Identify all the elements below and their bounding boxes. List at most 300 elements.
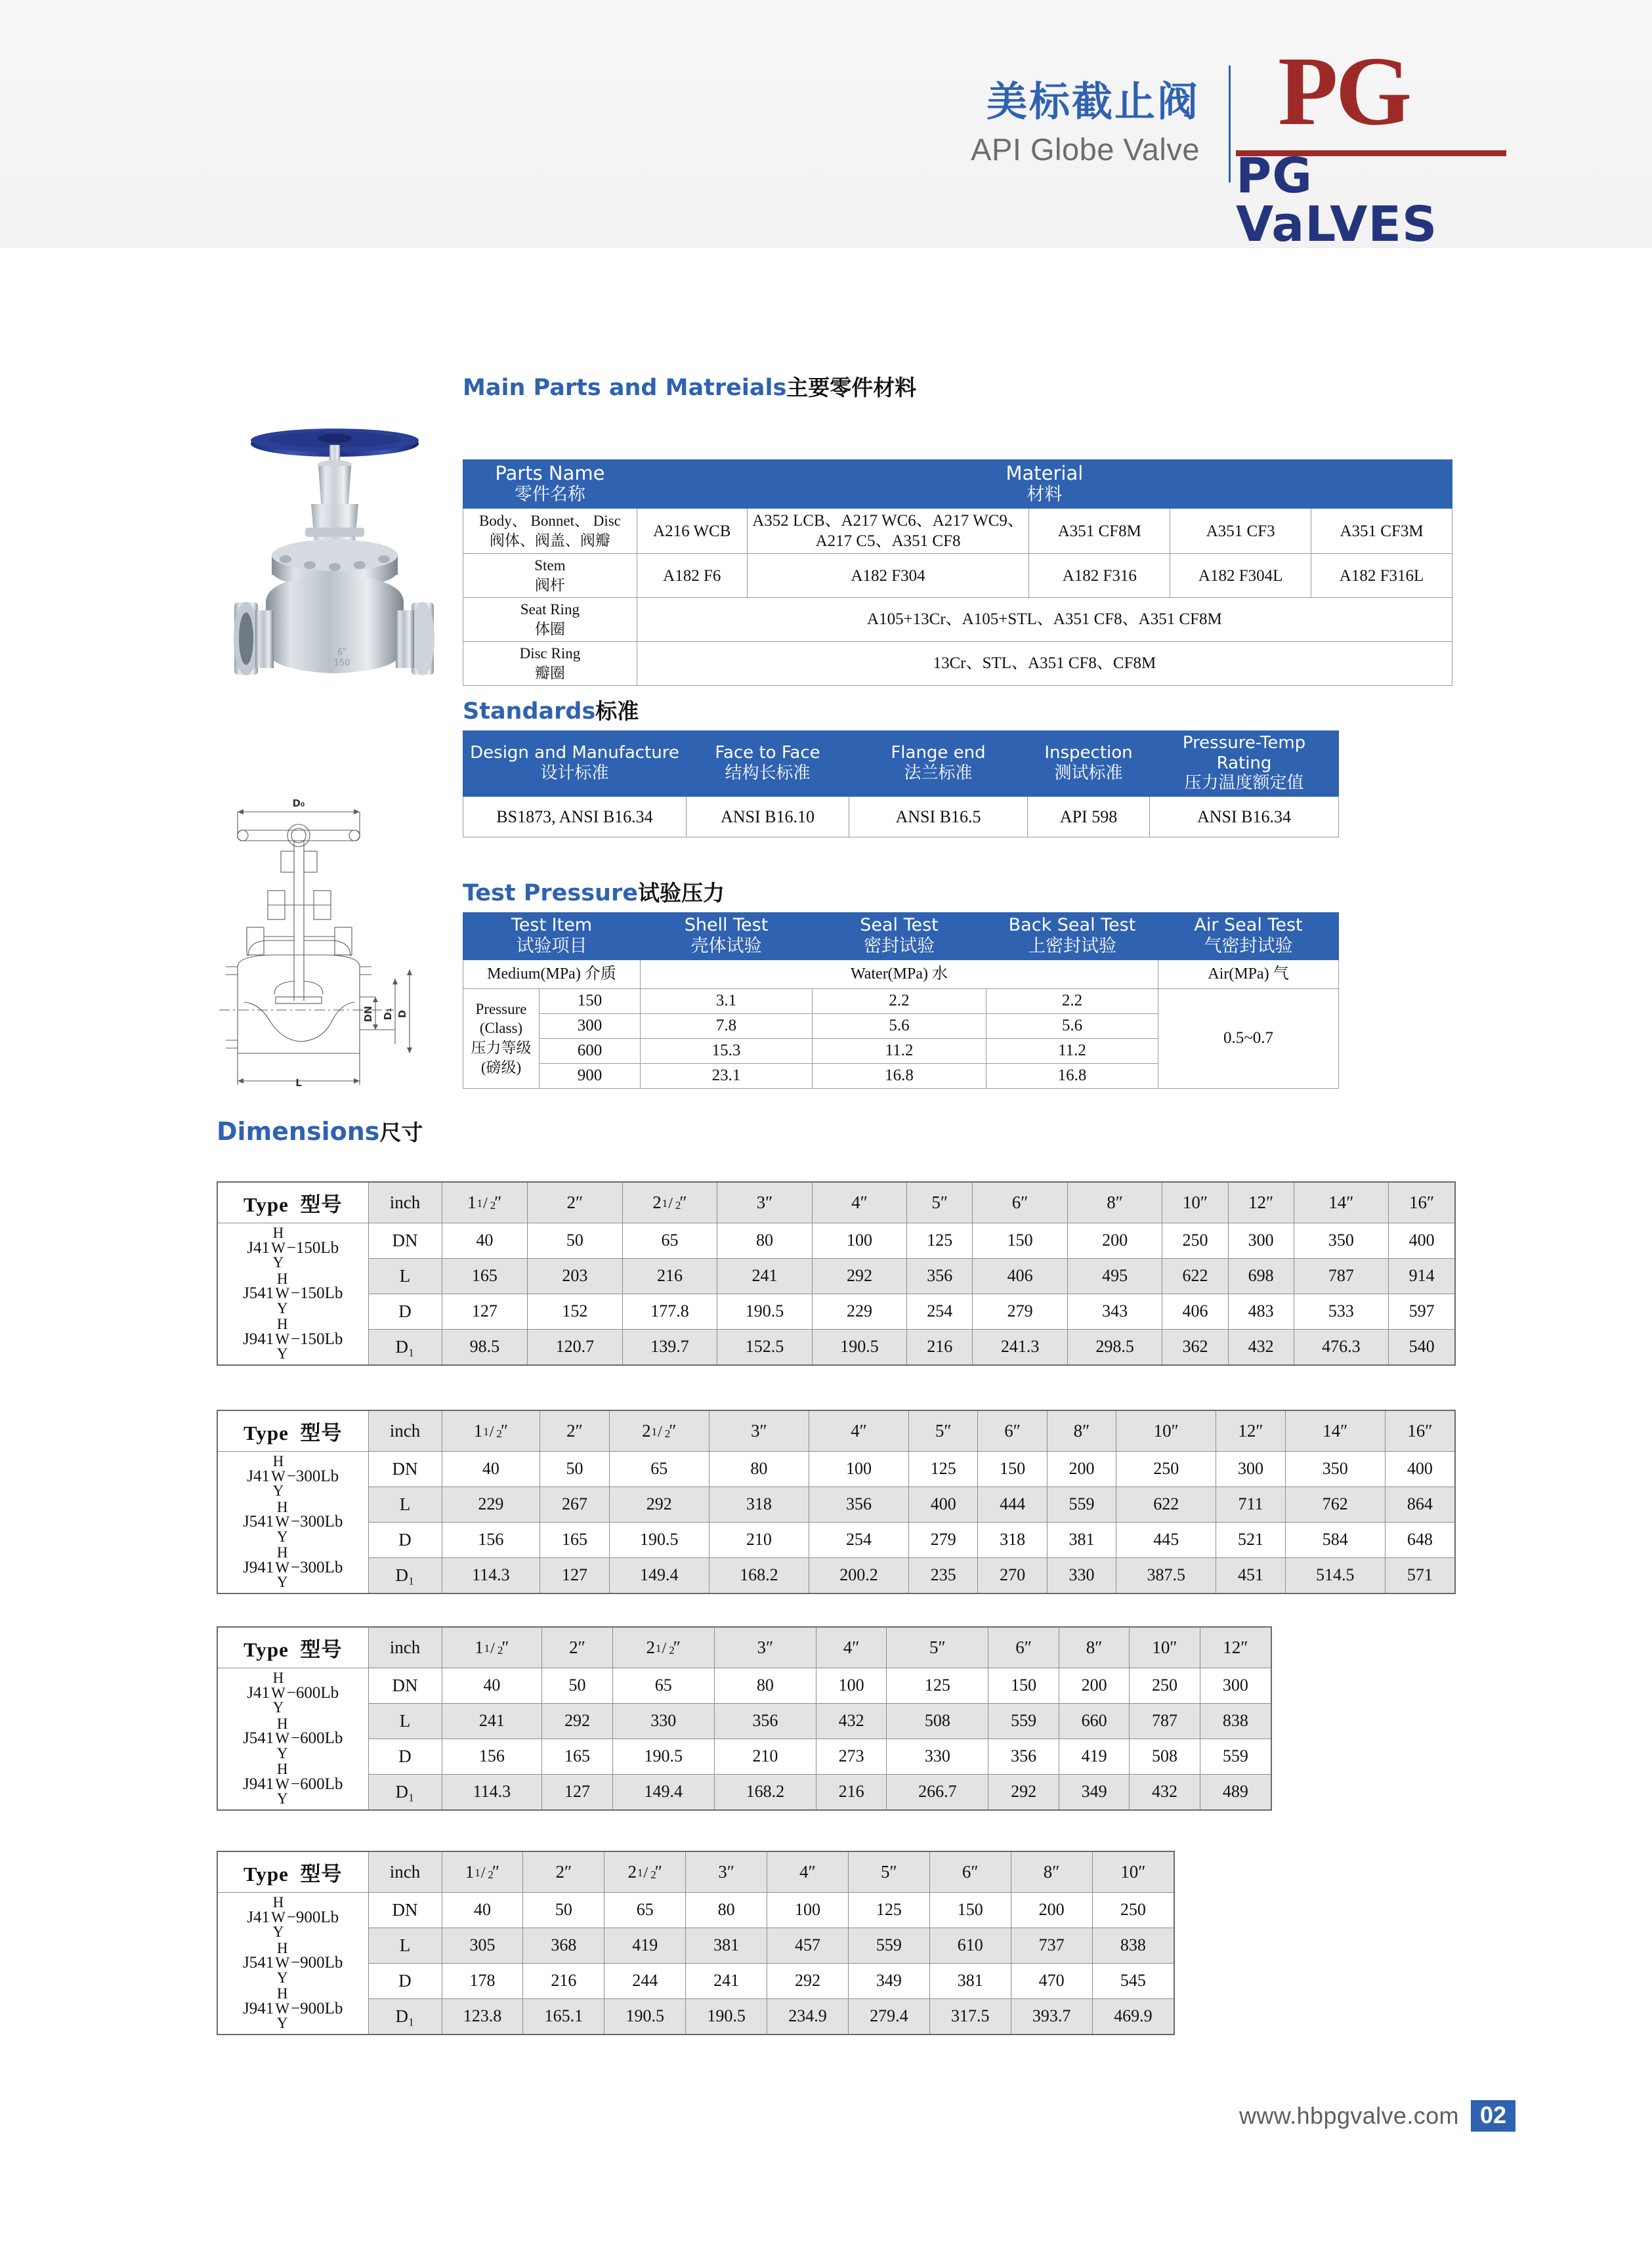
type-header: Type 型号 <box>217 1851 368 1893</box>
cell: 127 <box>542 1774 612 1810</box>
class-600: 600 <box>540 1038 641 1063</box>
cell: 178 <box>442 1963 523 1998</box>
cell: 125 <box>848 1893 929 1928</box>
size-header-8: 10″ <box>1130 1627 1200 1668</box>
row-label-D: D <box>368 1522 442 1557</box>
cell: 250 <box>1130 1668 1200 1704</box>
table-row <box>217 1557 1455 1593</box>
cell: 210 <box>714 1739 816 1774</box>
cell-seat-ring: A105+13Cr、A105+STL、A351 CF8、A351 CF8M <box>637 597 1452 641</box>
pg-valves-logo <box>1231 37 1513 253</box>
cell: 400 <box>909 1487 978 1522</box>
table-header-row <box>463 731 1339 797</box>
cell-stem-3: A182 F316 <box>1029 554 1170 598</box>
table-row <box>217 1668 1271 1704</box>
cell: 40 <box>442 1668 542 1704</box>
drawing-label-dn: DN <box>362 1005 374 1023</box>
size-header-2: 2 1 / 2 ″ <box>622 1182 717 1223</box>
cell: 305 <box>442 1928 523 1963</box>
cell-body-1: A216 WCB <box>637 509 747 554</box>
cell: 50 <box>542 1668 612 1704</box>
seal-300: 5.6 <box>813 1013 986 1038</box>
cell: 711 <box>1216 1487 1285 1522</box>
cell: 584 <box>1285 1522 1385 1557</box>
cell: 489 <box>1200 1774 1271 1810</box>
col-parts-name: Parts Name 零件名称 <box>463 460 637 509</box>
table-row <box>217 1774 1271 1810</box>
cell: 419 <box>604 1928 686 1963</box>
cell: 125 <box>909 1452 978 1487</box>
cell: 114.3 <box>442 1557 540 1593</box>
cell: 150 <box>973 1223 1068 1259</box>
row-label-D: D₁ <box>368 1774 442 1810</box>
cell: 787 <box>1294 1258 1389 1294</box>
main-parts-materials-table <box>463 459 1452 686</box>
cell: 864 <box>1385 1487 1455 1522</box>
cell: 50 <box>540 1452 609 1487</box>
table-row <box>217 1452 1455 1487</box>
table-row <box>463 509 1452 554</box>
unit-header: inch <box>368 1410 442 1452</box>
size-header-5: 5″ <box>909 1410 978 1452</box>
cell: 279 <box>973 1294 1068 1329</box>
class-150: 150 <box>540 988 641 1013</box>
row-label-D: D₁ <box>368 1329 442 1365</box>
cell: 139.7 <box>622 1329 717 1365</box>
table-row <box>217 1487 1455 1522</box>
standards-heading-cn: 标准 <box>595 698 639 724</box>
cell: 457 <box>767 1928 849 1963</box>
backseal-600: 11.2 <box>986 1038 1158 1063</box>
row-label-DN: DN <box>368 1893 442 1928</box>
cell: 241 <box>442 1703 542 1739</box>
section-heading-dimensions <box>217 1116 423 1147</box>
col-flange-end: Flange end 法兰标准 <box>849 731 1028 797</box>
cell: 80 <box>714 1668 816 1704</box>
cell: 292 <box>767 1963 849 1998</box>
cell: 350 <box>1294 1223 1389 1259</box>
cell: 100 <box>816 1668 886 1704</box>
cell: 298.5 <box>1067 1329 1162 1365</box>
row-label-D: D₁ <box>368 1557 442 1593</box>
logo-pg-mark: PG <box>1278 37 1410 146</box>
cell: 190.5 <box>717 1294 813 1329</box>
size-header-9: 12″ <box>1200 1627 1271 1668</box>
cell: 156 <box>442 1522 540 1557</box>
cell: 165 <box>442 1258 528 1294</box>
cell: 127 <box>442 1294 528 1329</box>
size-header-1: 2″ <box>528 1182 623 1223</box>
cell: 432 <box>1228 1329 1294 1365</box>
cell: 610 <box>929 1928 1011 1963</box>
cell: 318 <box>709 1487 809 1522</box>
cell: 559 <box>988 1703 1059 1739</box>
col-test-item: Test Item 试验项目 <box>463 913 641 960</box>
cell: 330 <box>1047 1557 1116 1593</box>
cell: 330 <box>887 1739 988 1774</box>
page-number-badge: 02 <box>1471 2100 1515 2132</box>
cell: 445 <box>1116 1522 1216 1557</box>
cell: 508 <box>1130 1739 1200 1774</box>
cell: 165 <box>540 1522 609 1557</box>
cell: 266.7 <box>887 1774 988 1810</box>
cell: 203 <box>528 1258 623 1294</box>
size-header-3: 3″ <box>709 1410 809 1452</box>
test-heading-cn: 试验压力 <box>637 880 725 906</box>
cell: 114.3 <box>442 1774 542 1810</box>
cell: 98.5 <box>442 1329 528 1365</box>
cell: 406 <box>1162 1294 1228 1329</box>
cell: 495 <box>1067 1258 1162 1294</box>
type-model-cell: J41 H W Y −600Lb J541 H W Y −600Lb J941 H W Y −600Lb <box>217 1668 368 1810</box>
col-seal-test: Seal Test 密封试验 <box>813 913 986 960</box>
unit-header: inch <box>368 1182 442 1223</box>
logo-wordmark: PG VaLVES <box>1236 148 1438 253</box>
standards-heading-en: Standards <box>463 698 596 725</box>
cell: 125 <box>887 1668 988 1704</box>
cell: 349 <box>1059 1774 1129 1810</box>
cell: 559 <box>848 1928 929 1963</box>
cell: 235 <box>909 1557 978 1593</box>
row-label-L: L <box>368 1487 442 1522</box>
cell-stem-1: A182 F6 <box>637 554 747 598</box>
cell: 65 <box>609 1452 709 1487</box>
cell: 190.5 <box>612 1739 714 1774</box>
cell: 80 <box>709 1452 809 1487</box>
cell: 737 <box>1011 1928 1092 1963</box>
row-label-D: D <box>368 1963 442 1998</box>
page-title-en: API Globe Valve <box>971 132 1200 167</box>
drawing-label-d1: D₁ <box>382 1007 394 1021</box>
cell-disc-ring: 13Cr、STL、A351 CF8、CF8M <box>637 641 1452 685</box>
part-name-seat-ring: Seat Ring 体圈 <box>463 597 637 641</box>
cell: 317.5 <box>929 1998 1011 2035</box>
cell-body-4: A351 CF3 <box>1170 509 1311 554</box>
size-header-7: 8″ <box>1067 1182 1162 1223</box>
size-header-2: 2 1 / 2 ″ <box>604 1851 686 1893</box>
globe-valve-photo <box>226 406 443 688</box>
cell: 254 <box>907 1294 973 1329</box>
table-header-row <box>463 913 1339 960</box>
type-header: Type 型号 <box>217 1182 368 1223</box>
cell: 514.5 <box>1285 1557 1385 1593</box>
cell: 350 <box>1285 1452 1385 1487</box>
globe-valve-section-drawing <box>197 778 459 1103</box>
size-header-6: 6″ <box>973 1182 1068 1223</box>
cell: 100 <box>809 1452 908 1487</box>
cell: 200 <box>1059 1668 1129 1704</box>
table-row <box>217 1294 1455 1329</box>
cell: 300 <box>1216 1452 1285 1487</box>
cell: 273 <box>816 1739 886 1774</box>
cell: 100 <box>767 1893 849 1928</box>
cell: 156 <box>442 1739 542 1774</box>
cell: 597 <box>1389 1294 1455 1329</box>
table-header-row <box>217 1182 1455 1223</box>
size-header-6: 6″ <box>978 1410 1047 1452</box>
section-heading-parts <box>463 371 916 402</box>
cell: 762 <box>1285 1487 1385 1522</box>
cell: 349 <box>848 1963 929 1998</box>
cell: 387.5 <box>1116 1557 1216 1593</box>
cell: 150 <box>929 1893 1011 1928</box>
shell-300: 7.8 <box>641 1013 813 1038</box>
size-header-7: 8″ <box>1047 1410 1116 1452</box>
medium-air: Air(MPa) 气 <box>1158 960 1339 988</box>
table-header-row <box>217 1410 1455 1452</box>
cell-stem-4: A182 F304L <box>1170 554 1311 598</box>
cell: 270 <box>978 1557 1047 1593</box>
cell: 190.5 <box>609 1522 709 1557</box>
cell: 914 <box>1389 1258 1455 1294</box>
cell: 40 <box>442 1452 540 1487</box>
dimensions-table-900Lb <box>217 1851 1175 2035</box>
cell: 356 <box>988 1739 1059 1774</box>
size-header-0: 1 1 / 2 ″ <box>442 1627 542 1668</box>
dimensions-table-300Lb <box>217 1410 1456 1594</box>
cell: 216 <box>907 1329 973 1365</box>
cell: 168.2 <box>709 1557 809 1593</box>
cell: 241 <box>686 1963 767 1998</box>
cell: 250 <box>1162 1223 1228 1259</box>
seal-900: 16.8 <box>813 1063 986 1088</box>
size-header-4: 4″ <box>767 1851 849 1893</box>
cell: 622 <box>1162 1258 1228 1294</box>
size-header-0: 1 1 / 2 ″ <box>442 1182 528 1223</box>
cell: 400 <box>1385 1452 1455 1487</box>
type-model-cell: J41 H W Y −900Lb J541 H W Y −900Lb J941 H W Y −900Lb <box>217 1893 368 2035</box>
cell: 362 <box>1162 1329 1228 1365</box>
cell: 80 <box>717 1223 813 1259</box>
cell: 381 <box>1047 1522 1116 1557</box>
cell: 216 <box>816 1774 886 1810</box>
cell: 559 <box>1047 1487 1116 1522</box>
type-header: Type 型号 <box>217 1627 368 1668</box>
header-title-block <box>971 79 1229 170</box>
size-header-5: 5″ <box>907 1182 973 1223</box>
svg-text:6": 6" <box>337 648 347 658</box>
svg-text:150: 150 <box>333 658 350 668</box>
cell: 451 <box>1216 1557 1285 1593</box>
cell: 229 <box>812 1294 907 1329</box>
cell: 279.4 <box>848 1998 929 2035</box>
cell: 50 <box>528 1223 623 1259</box>
shell-900: 23.1 <box>641 1063 813 1088</box>
row-label-DN: DN <box>368 1668 442 1704</box>
table-header-row <box>217 1851 1174 1893</box>
section-heading-standards <box>463 694 639 725</box>
cell: 470 <box>1011 1963 1092 1998</box>
col-back-seal-test: Back Seal Test 上密封试验 <box>986 913 1158 960</box>
cell: 200 <box>1067 1223 1162 1259</box>
cell: 381 <box>929 1963 1011 1998</box>
cell: 65 <box>604 1893 686 1928</box>
cell: 483 <box>1228 1294 1294 1329</box>
cell: 343 <box>1067 1294 1162 1329</box>
size-header-6: 6″ <box>929 1851 1011 1893</box>
table-row <box>463 597 1452 641</box>
std-value-face-to-face: ANSI B16.10 <box>687 797 849 837</box>
size-header-10: 14″ <box>1294 1182 1389 1223</box>
cell: 165 <box>542 1739 612 1774</box>
part-name-disc-ring: Disc Ring 瓣圈 <box>463 641 637 685</box>
size-header-5: 5″ <box>887 1627 988 1668</box>
cell: 476.3 <box>1294 1329 1389 1365</box>
table-row <box>217 1258 1455 1294</box>
class-300: 300 <box>540 1013 641 1038</box>
footer-website-url[interactable]: www.hbpgvalve.com <box>1239 2102 1459 2129</box>
size-header-6: 6″ <box>988 1627 1059 1668</box>
cell: 267 <box>540 1487 609 1522</box>
pressure-class-label: Pressure (Class) 压力等级 (磅级) <box>463 988 540 1088</box>
size-header-0: 1 1 / 2 ″ <box>442 1851 523 1893</box>
cell: 65 <box>612 1668 714 1704</box>
cell: 393.7 <box>1011 1998 1092 2035</box>
cell: 559 <box>1200 1739 1271 1774</box>
backseal-900: 16.8 <box>986 1063 1158 1088</box>
cell: 508 <box>887 1703 988 1739</box>
test-pressure-table <box>463 912 1339 1089</box>
cell: 292 <box>988 1774 1059 1810</box>
size-header-2: 2 1 / 2 ″ <box>609 1410 709 1452</box>
size-header-8: 10″ <box>1092 1851 1174 1893</box>
cell: 838 <box>1200 1703 1271 1739</box>
cell: 318 <box>978 1522 1047 1557</box>
unit-header: inch <box>368 1851 442 1893</box>
row-label-L: L <box>368 1928 442 1963</box>
backseal-150: 2.2 <box>986 988 1158 1013</box>
size-header-3: 3″ <box>686 1851 767 1893</box>
test-heading-en: Test Pressure <box>463 880 638 906</box>
cell: 356 <box>809 1487 908 1522</box>
table-header-row <box>463 460 1452 509</box>
drawing-label-d: D <box>396 1009 408 1019</box>
cell: 648 <box>1385 1522 1455 1557</box>
row-label-DN: DN <box>368 1223 442 1259</box>
cell: 300 <box>1200 1668 1271 1704</box>
standards-table <box>463 730 1339 837</box>
dimensions-table-150Lb <box>217 1181 1456 1366</box>
row-label-D: D <box>368 1294 442 1329</box>
std-value-pressure-temp: ANSI B16.34 <box>1150 797 1339 837</box>
size-header-1: 2″ <box>523 1851 604 1893</box>
col-material: Material 材料 <box>637 460 1452 509</box>
parts-heading-en: Main Parts and Matreials <box>463 375 787 401</box>
size-header-5: 5″ <box>848 1851 929 1893</box>
cell: 125 <box>907 1223 973 1259</box>
header-content <box>971 0 1513 253</box>
shell-150: 3.1 <box>641 988 813 1013</box>
cell-stem-5: A182 F316L <box>1311 554 1452 598</box>
row-label-L: L <box>368 1703 442 1739</box>
cell: 540 <box>1389 1329 1455 1365</box>
cell: 406 <box>973 1258 1068 1294</box>
row-label-DN: DN <box>368 1452 442 1487</box>
seal-150: 2.2 <box>813 988 986 1013</box>
size-header-9: 12″ <box>1228 1182 1294 1223</box>
cell-body-3: A351 CF8M <box>1029 509 1170 554</box>
cell: 152 <box>528 1294 623 1329</box>
cell: 165.1 <box>523 1998 604 2035</box>
cell: 368 <box>523 1928 604 1963</box>
size-header-7: 8″ <box>1059 1627 1129 1668</box>
cell: 330 <box>612 1703 714 1739</box>
cell-body-5: A351 CF3M <box>1311 509 1452 554</box>
cell: 698 <box>1228 1258 1294 1294</box>
cell: 241.3 <box>973 1329 1068 1365</box>
cell: 40 <box>442 1223 528 1259</box>
table-row <box>217 1893 1174 1928</box>
cell: 50 <box>523 1893 604 1928</box>
dimensions-heading-cn: 尺寸 <box>379 1120 423 1145</box>
cell: 250 <box>1116 1452 1216 1487</box>
dimensions-heading-en: Dimensions <box>217 1117 380 1146</box>
table-row <box>217 1739 1271 1774</box>
size-header-1: 2″ <box>542 1627 612 1668</box>
table-row <box>463 641 1452 685</box>
col-design-manufacture: Design and Manufacture 设计标准 <box>463 731 687 797</box>
col-pressure-temp-rating: Pressure-Temp Rating 压力温度额定值 <box>1150 731 1339 797</box>
cell: 838 <box>1092 1928 1174 1963</box>
table-row <box>217 1703 1271 1739</box>
cell: 210 <box>709 1522 809 1557</box>
table-row <box>217 1223 1455 1259</box>
drawing-label-d0: D₀ <box>292 797 305 809</box>
cell: 200 <box>1011 1893 1092 1928</box>
cell: 545 <box>1092 1963 1174 1998</box>
cell: 216 <box>523 1963 604 1998</box>
cell: 190.5 <box>604 1998 686 2035</box>
page-title-cn: 美标截止阀 <box>986 77 1200 125</box>
cell: 80 <box>686 1893 767 1928</box>
cell: 234.9 <box>767 1998 849 2035</box>
cell: 40 <box>442 1893 523 1928</box>
size-header-3: 3″ <box>714 1627 816 1668</box>
cell: 152.5 <box>717 1329 813 1365</box>
backseal-300: 5.6 <box>986 1013 1158 1038</box>
cell: 292 <box>812 1258 907 1294</box>
size-header-4: 4″ <box>809 1410 908 1452</box>
unit-header: inch <box>368 1627 442 1668</box>
col-inspection: Inspection 测试标准 <box>1028 731 1150 797</box>
table-header-row <box>217 1627 1271 1668</box>
size-header-8: 10″ <box>1116 1410 1216 1452</box>
type-header: Type 型号 <box>217 1410 368 1452</box>
size-header-9: 12″ <box>1216 1410 1285 1452</box>
row-label-L: L <box>368 1258 442 1294</box>
table-row <box>463 797 1339 837</box>
cell: 660 <box>1059 1703 1129 1739</box>
table-row <box>463 960 1339 988</box>
size-header-2: 2 1 / 2 ″ <box>612 1627 714 1668</box>
dimensions-table-600Lb <box>217 1626 1272 1811</box>
cell: 787 <box>1130 1703 1200 1739</box>
cell: 244 <box>604 1963 686 1998</box>
row-label-D: D₁ <box>368 1998 442 2035</box>
cell: 622 <box>1116 1487 1216 1522</box>
size-header-4: 4″ <box>816 1627 886 1668</box>
row-label-D: D <box>368 1739 442 1774</box>
cell: 150 <box>978 1452 1047 1487</box>
size-header-10: 14″ <box>1285 1410 1385 1452</box>
table-row <box>463 988 1339 1013</box>
cell: 444 <box>978 1487 1047 1522</box>
cell: 190.5 <box>686 1998 767 2035</box>
cell: 292 <box>609 1487 709 1522</box>
cell: 292 <box>542 1703 612 1739</box>
medium-water: Water(MPa) 水 <box>641 960 1158 988</box>
table-row <box>463 554 1452 598</box>
